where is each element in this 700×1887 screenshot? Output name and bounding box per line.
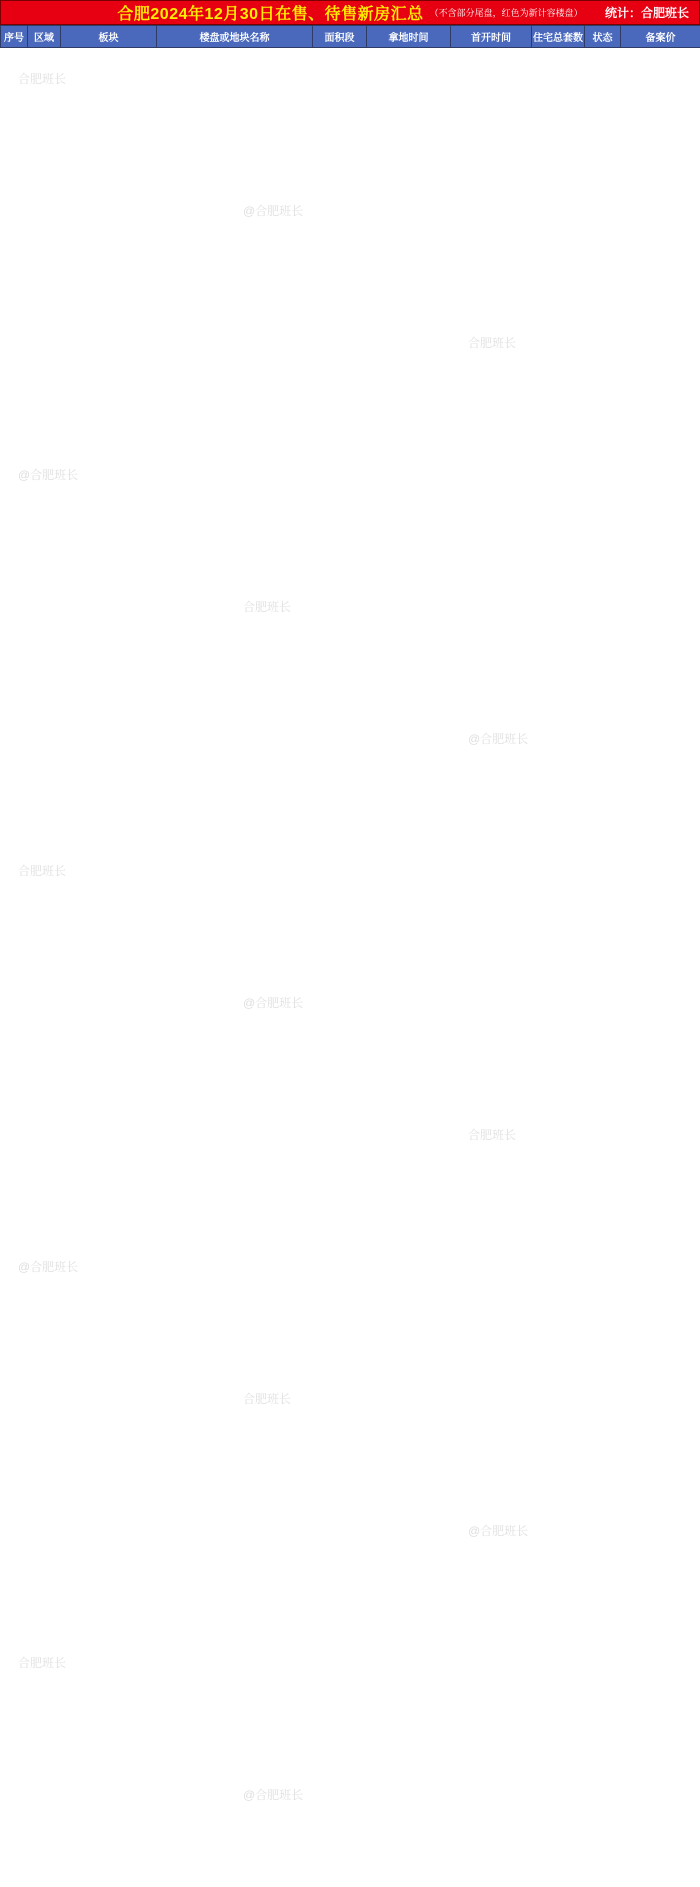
listings-table (0, 25, 700, 48)
watermark-text: @合肥班长 (468, 732, 529, 746)
table-header-row (1, 26, 700, 48)
column-header-open-date: 首开时间 (451, 26, 532, 48)
watermark-text: 合肥班长 (18, 864, 67, 878)
watermark-text: 合肥班长 (243, 1392, 292, 1406)
watermark-text: @合肥班长 (243, 1788, 304, 1802)
title-bar (0, 0, 700, 25)
stats-label: 统计：合肥班长 (604, 6, 689, 20)
title-note: （不含部分尾盘，红色为新计容楼盘） (429, 8, 583, 18)
watermark-text: @合肥班长 (243, 204, 304, 218)
column-header-price: 备案价 (621, 26, 700, 48)
column-header-block: 板块 (61, 26, 157, 48)
column-header-name: 楼盘或地块名称 (157, 26, 313, 48)
column-header-status: 状态 (585, 26, 621, 48)
watermark-text: @合肥班长 (18, 468, 79, 482)
watermark-text: @合肥班长 (243, 996, 304, 1010)
watermark-text: 合肥班长 (18, 1656, 67, 1670)
watermark-text: 合肥班长 (243, 600, 292, 614)
column-header-units: 住宅总套数 (532, 26, 585, 48)
watermark-text: 合肥班长 (468, 336, 517, 350)
column-header-area: 面积段 (313, 26, 367, 48)
watermark-text: 合肥班长 (468, 1128, 517, 1142)
watermark-text: @合肥班长 (18, 1260, 79, 1274)
column-header-index: 序号 (1, 26, 28, 48)
column-header-land-date: 拿地时间 (367, 26, 451, 48)
page-title: 合肥2024年12月30日在售、待售新房汇总 (117, 6, 424, 23)
column-header-district: 区域 (28, 26, 61, 48)
watermark-text: 合肥班长 (18, 72, 67, 86)
watermark-text: @合肥班长 (468, 1524, 529, 1538)
